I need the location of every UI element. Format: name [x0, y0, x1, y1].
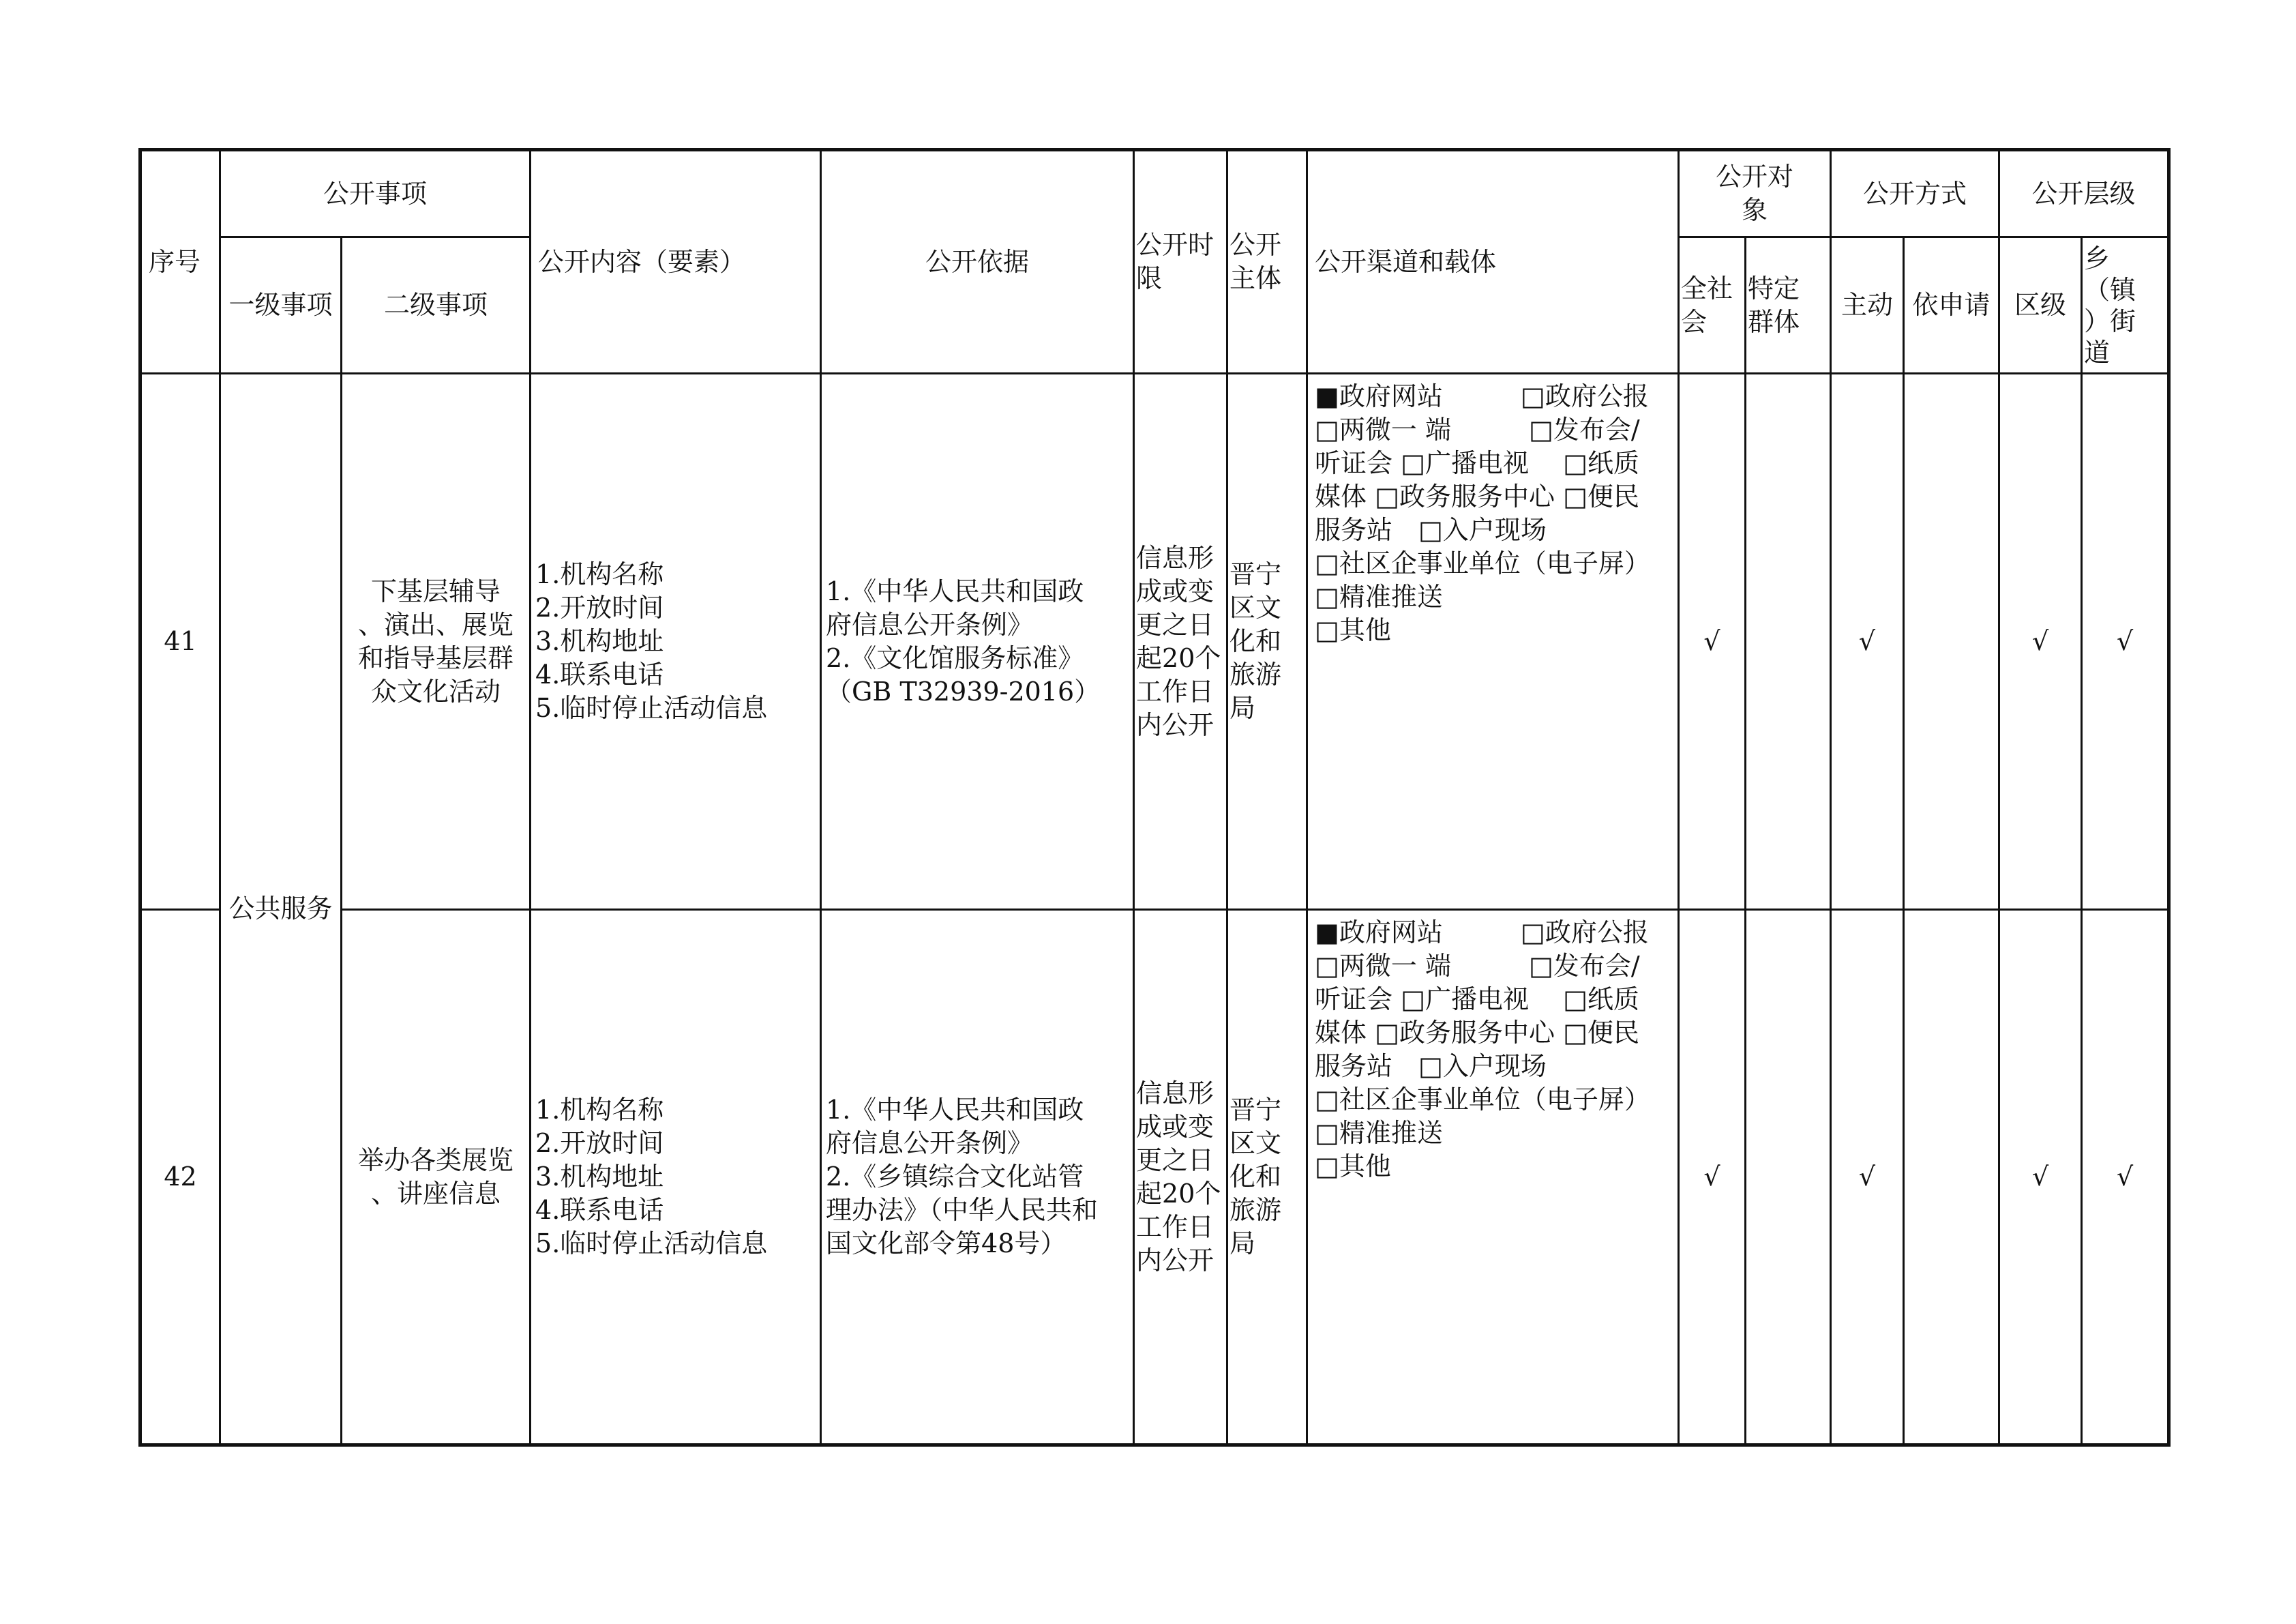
row-seq: 42: [140, 910, 220, 1445]
row-time-limit-line: 工作日: [1136, 676, 1214, 707]
check-method-active: √: [1831, 374, 1904, 910]
row-content: [531, 910, 821, 1445]
row-level2: [342, 910, 531, 1445]
header-level-town-line: 乡: [2084, 243, 2111, 274]
channel-line: 媒体 □政务服务中心 □便民: [1315, 1018, 1639, 1048]
row-seq: 41: [140, 374, 220, 910]
row-basis-line: 府信息公开条例》: [826, 609, 1034, 640]
header-level-group: 公开层级: [1999, 150, 2169, 237]
row-time-limit-line: 工作日: [1136, 1211, 1214, 1242]
header-method-active: 主动: [1831, 237, 1904, 374]
disclosure-table: [138, 148, 2171, 1447]
channel-line: 媒体 □政务服务中心 □便民: [1315, 482, 1639, 512]
row-level2-line: 、讲座信息: [371, 1178, 501, 1209]
header-method-group: 公开方式: [1831, 150, 1999, 237]
row-content-line: 4.联系电话: [535, 1195, 664, 1225]
header-time-limit: [1134, 150, 1227, 374]
header-content: 公开内容（要素）: [531, 150, 821, 374]
row-content-line: 3.机构地址: [535, 626, 664, 656]
channel-line: □社区企事业单位（电子屏）: [1315, 548, 1650, 578]
row-time-limit-line: 内公开: [1136, 1245, 1214, 1275]
row-content-line: 1.机构名称: [535, 1095, 664, 1125]
row-level2-line: 下基层辅导: [371, 576, 501, 606]
row-subject: [1227, 910, 1307, 1445]
row-basis-line: （GB T32939-2016）: [826, 676, 1101, 707]
header-level-town-line: （镇: [2084, 274, 2136, 305]
row-level2-line: 、演出、展览: [358, 609, 514, 640]
header-audience-group: [1679, 150, 1831, 237]
channel-line: □精准推送: [1315, 582, 1443, 612]
header-level-district: 区级: [1999, 237, 2082, 374]
check-level-town: √: [2082, 374, 2169, 910]
row-content-line: 2.开放时间: [535, 1128, 664, 1158]
header-audience-all: [1679, 237, 1746, 374]
row-time-limit-line: 更之日: [1136, 1145, 1214, 1175]
header-level-town-line: ）街: [2084, 306, 2136, 336]
row-subject-line: 化和: [1229, 1162, 1282, 1192]
row-time-limit-line: 信息形: [1136, 542, 1214, 573]
header-level1: 一级事项: [220, 237, 342, 374]
header-channels: 公开渠道和载体: [1307, 150, 1679, 374]
header-audience-all-line: 全社: [1681, 273, 1733, 304]
header-subject-line: 主体: [1229, 263, 1282, 293]
check-audience-all: √: [1679, 910, 1746, 1445]
check-method-request: [1904, 910, 1999, 1445]
channel-line: 服务站 □入户现场: [1315, 515, 1547, 545]
row-time-limit: [1134, 374, 1227, 910]
row-time-limit-line: 内公开: [1136, 709, 1214, 740]
channel-line: 听证会 □广播电视 □纸质: [1315, 448, 1639, 478]
row-channels: [1307, 374, 1679, 910]
row-time-limit-line: 信息形: [1136, 1078, 1214, 1108]
header-basis: 公开依据: [821, 150, 1134, 374]
row-level2-line: 和指导基层群: [358, 643, 514, 673]
channel-line: ■政府网站 □政府公报: [1315, 917, 1649, 947]
channel-line: 听证会 □广播电视 □纸质: [1315, 984, 1639, 1014]
row-content-line: 1.机构名称: [535, 559, 664, 589]
row-content-line: 3.机构地址: [535, 1162, 664, 1192]
check-level-district: √: [1999, 910, 2082, 1445]
row-time-limit-line: 成或变: [1136, 576, 1214, 606]
header-audience-special-line: 特定: [1748, 273, 1800, 304]
row-subject-line: 旅游: [1229, 1195, 1282, 1225]
row-basis-line: 理办法》（中华人民共和: [826, 1195, 1099, 1225]
header-seq: 序号: [140, 150, 220, 374]
header-audience-special-line: 群体: [1748, 306, 1800, 337]
header-method-request: 依申请: [1904, 237, 1999, 374]
header-level2: 二级事项: [342, 237, 531, 374]
row-subject-line: 区文: [1229, 1128, 1282, 1158]
channel-line: □两微一 端 □发布会/: [1315, 951, 1640, 981]
row-basis-line: 1.《中华人民共和国政: [826, 1095, 1084, 1125]
row-subject: [1227, 374, 1307, 910]
row-basis: [821, 374, 1134, 910]
check-method-request: [1904, 374, 1999, 910]
row-basis-line: 2.《文化馆服务标准》: [826, 643, 1084, 673]
row-basis: [821, 910, 1134, 1445]
header-audience-line: 象: [1742, 195, 1768, 225]
row-content-line: 5.临时停止活动信息: [535, 1228, 768, 1258]
header-audience-all-line: 会: [1681, 306, 1708, 337]
row-channels: [1307, 910, 1679, 1445]
header-items-group: 公开事项: [220, 150, 531, 237]
channel-line: □其他: [1315, 615, 1391, 645]
table-row: [140, 374, 2169, 910]
row-basis-line: 国文化部令第48号）: [826, 1228, 1067, 1258]
row-subject-line: 晋宁: [1229, 559, 1282, 589]
channel-line: □精准推送: [1315, 1118, 1443, 1148]
row-content-line: 2.开放时间: [535, 593, 664, 623]
check-audience-special: [1746, 910, 1831, 1445]
header-audience-line: 公开对: [1716, 162, 1794, 192]
check-level-district: √: [1999, 374, 2082, 910]
row-basis-line: 2.《乡镇综合文化站管: [826, 1162, 1084, 1192]
header-level-town: [2082, 237, 2169, 374]
row-time-limit-line: 起20个: [1136, 643, 1221, 673]
row-subject-line: 旅游: [1229, 660, 1282, 690]
row-subject-line: 局: [1229, 693, 1256, 723]
row-time-limit: [1134, 910, 1227, 1445]
check-audience-all: √: [1679, 374, 1746, 910]
row-time-limit-line: 起20个: [1136, 1178, 1221, 1209]
header-time-limit-line: 限: [1136, 263, 1163, 293]
row-time-limit-line: 更之日: [1136, 609, 1214, 640]
row-content-line: 4.联系电话: [535, 660, 664, 690]
row-content-line: 5.临时停止活动信息: [535, 693, 768, 723]
row-level2: [342, 374, 531, 910]
header-level-town-line: 道: [2084, 337, 2111, 368]
row-level2-line: 众文化活动: [371, 676, 501, 707]
check-audience-special: [1746, 374, 1831, 910]
row-level2-line: 举办各类展览: [358, 1145, 514, 1175]
channel-line: □两微一 端 □发布会/: [1315, 415, 1640, 445]
row-basis-line: 1.《中华人民共和国政: [826, 576, 1084, 606]
channel-line: □其他: [1315, 1151, 1391, 1181]
row-subject-line: 区文: [1229, 593, 1282, 623]
row-level1-item: 公共服务: [220, 374, 342, 1445]
header-subject: [1227, 150, 1307, 374]
row-content: [531, 374, 821, 910]
row-subject-line: 化和: [1229, 626, 1282, 656]
check-method-active: √: [1831, 910, 1904, 1445]
check-level-town: √: [2082, 910, 2169, 1445]
row-subject-line: 局: [1229, 1228, 1256, 1258]
header-audience-special: [1746, 237, 1831, 374]
header-subject-line: 公开: [1229, 230, 1282, 260]
row-basis-line: 府信息公开条例》: [826, 1128, 1034, 1158]
table-row: [140, 910, 2169, 1445]
row-time-limit-line: 成或变: [1136, 1111, 1214, 1142]
channel-line: □社区企事业单位（电子屏）: [1315, 1084, 1650, 1114]
header-time-limit-line: 公开时: [1136, 230, 1214, 260]
row-subject-line: 晋宁: [1229, 1095, 1282, 1125]
channel-line: 服务站 □入户现场: [1315, 1051, 1547, 1081]
channel-line: ■政府网站 □政府公报: [1315, 381, 1649, 411]
